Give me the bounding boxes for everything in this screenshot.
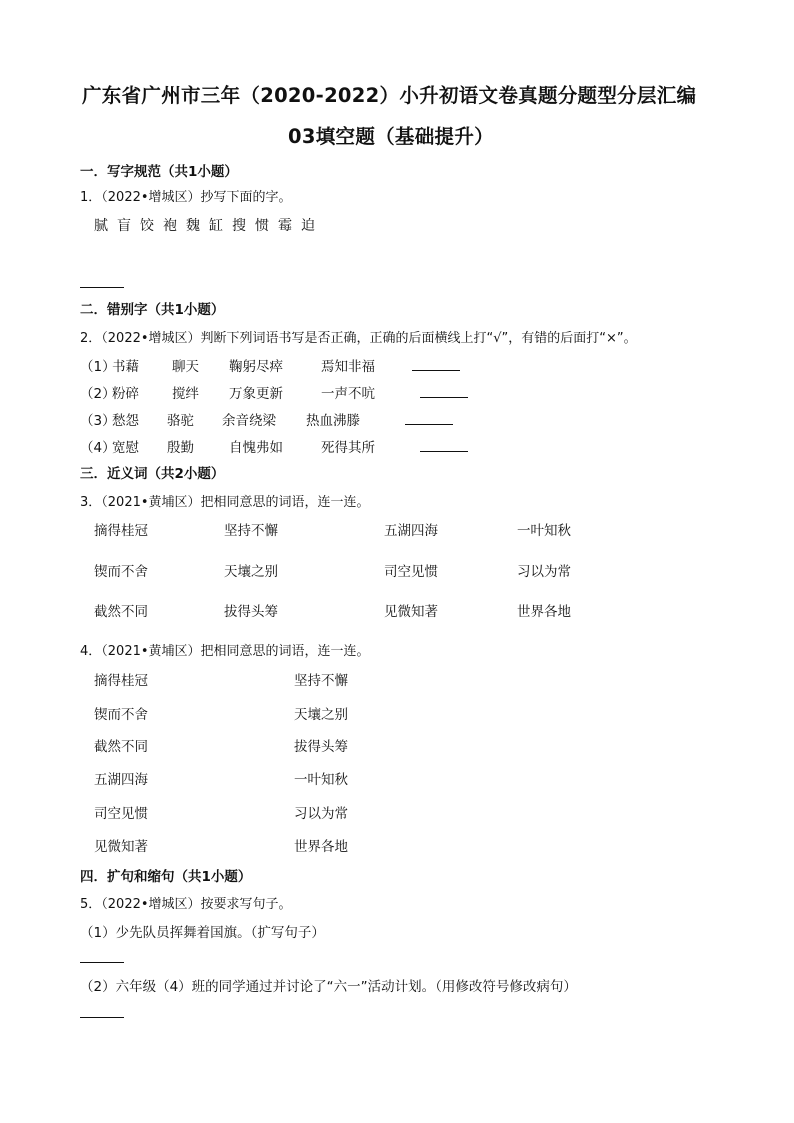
q2-row-3-word-3: 余音绕梁 xyxy=(222,413,276,429)
page-subtitle: 03填空题（基础提升） xyxy=(288,125,494,148)
question-1-characters: 腻盲饺袍魏缸搜惯霉迫 xyxy=(94,218,324,234)
q3-word-r1c2[interactable]: 坚持不懈 xyxy=(224,523,278,539)
q2-row-3-word-2: 骆驼 xyxy=(167,413,194,429)
q3-word-r2c3[interactable]: 司空见惯 xyxy=(384,564,438,580)
q4-left-word-4[interactable]: 五湖四海 xyxy=(94,772,148,788)
question-1-stem: 1．（2022•增城区）抄写下面的字。 xyxy=(80,190,292,205)
q2-row-2-answer-line[interactable] xyxy=(420,397,468,398)
q4-right-word-1[interactable]: 坚持不懈 xyxy=(294,673,348,689)
answer-line-q1[interactable] xyxy=(80,287,124,288)
q4-left-word-5[interactable]: 司空见惯 xyxy=(94,806,148,822)
question-2-stem: 2．（2022•增城区）判断下列词语书写是否正确，正确的后面横线上打“√”，有错的后面打“×”。 xyxy=(80,331,637,346)
q2-row-4-num: （4） xyxy=(80,440,116,456)
question-5-sub-2: （2）六年级（4）班的同学通过并讨论了“六一”活动计划。（用修改符号修改病句） xyxy=(80,979,577,995)
q2-row-2-word-2: 搅绊 xyxy=(172,386,199,402)
q2-row-4-word-3: 自愧弗如 xyxy=(229,440,283,456)
q3-word-r3c2[interactable]: 拔得头筹 xyxy=(224,604,278,620)
q2-row-2-word-1: 粉碎 xyxy=(112,386,139,402)
section-heading-3: 三．近义词（共2小题） xyxy=(80,466,225,482)
section-heading-4: 四．扩句和缩句（共1小题） xyxy=(80,869,252,885)
q4-left-word-2[interactable]: 锲而不舍 xyxy=(94,707,148,723)
q2-row-1-word-1: 书藉 xyxy=(112,359,139,375)
q4-right-word-5[interactable]: 习以为常 xyxy=(294,806,348,822)
q3-word-r1c3[interactable]: 五湖四海 xyxy=(384,523,438,539)
answer-line-q5-2[interactable] xyxy=(80,1017,124,1018)
q4-left-word-6[interactable]: 见微知著 xyxy=(94,839,148,855)
q2-row-4-word-1: 宽慰 xyxy=(112,440,139,456)
question-4-stem: 4．（2021•黄埔区）把相同意思的词语，连一连。 xyxy=(80,644,370,659)
section-heading-2: 二．错别字（共1小题） xyxy=(80,302,225,318)
q3-word-r2c2[interactable]: 天壤之别 xyxy=(224,564,278,580)
q2-row-2-word-3: 万象更新 xyxy=(229,386,283,402)
q3-word-r1c1[interactable]: 摘得桂冠 xyxy=(94,523,148,539)
q2-row-4-answer-line[interactable] xyxy=(420,451,468,452)
q3-word-r1c4[interactable]: 一叶知秋 xyxy=(517,523,571,539)
q4-right-word-3[interactable]: 拔得头筹 xyxy=(294,739,348,755)
q4-right-word-2[interactable]: 天壤之别 xyxy=(294,707,348,723)
q3-word-r3c3[interactable]: 见微知著 xyxy=(384,604,438,620)
q2-row-2-word-4: 一声不吭 xyxy=(321,386,375,402)
q3-word-r3c4[interactable]: 世界各地 xyxy=(517,604,571,620)
q2-row-4-word-4: 死得其所 xyxy=(321,440,375,456)
q2-row-4-word-2: 殷勤 xyxy=(167,440,194,456)
q2-row-3-answer-line[interactable] xyxy=(405,424,453,425)
q3-word-r2c4[interactable]: 习以为常 xyxy=(517,564,571,580)
q2-row-3-word-4: 热血沸滕 xyxy=(306,413,360,429)
question-5-sub-1: （1）少先队员挥舞着国旗。（扩写句子） xyxy=(80,925,325,941)
page-title: 广东省广州市三年（2020-2022）小升初语文卷真题分题型分层汇编 xyxy=(82,84,697,107)
q4-right-word-6[interactable]: 世界各地 xyxy=(294,839,348,855)
q3-word-r2c1[interactable]: 锲而不舍 xyxy=(94,564,148,580)
answer-line-q5-1[interactable] xyxy=(80,962,124,963)
question-3-stem: 3．（2021•黄埔区）把相同意思的词语，连一连。 xyxy=(80,495,370,510)
q2-row-1-word-3: 鞠躬尽瘁 xyxy=(229,359,283,375)
q4-right-word-4[interactable]: 一叶知秋 xyxy=(294,772,348,788)
q2-row-1-answer-line[interactable] xyxy=(412,370,460,371)
q2-row-3-num: （3） xyxy=(80,413,116,429)
q2-row-3-word-1: 愁怨 xyxy=(112,413,139,429)
q2-row-1-word-2: 聊天 xyxy=(172,359,199,375)
q3-word-r3c1[interactable]: 截然不同 xyxy=(94,604,148,620)
question-5-stem: 5．（2022•增城区）按要求写句子。 xyxy=(80,897,292,912)
q4-left-word-3[interactable]: 截然不同 xyxy=(94,739,148,755)
q2-row-1-word-4: 焉知非福 xyxy=(321,359,375,375)
q2-row-2-num: （2） xyxy=(80,386,116,402)
q2-row-1-num: （1） xyxy=(80,359,116,375)
q4-left-word-1[interactable]: 摘得桂冠 xyxy=(94,673,148,689)
section-heading-1: 一．写字规范（共1小题） xyxy=(80,164,238,180)
